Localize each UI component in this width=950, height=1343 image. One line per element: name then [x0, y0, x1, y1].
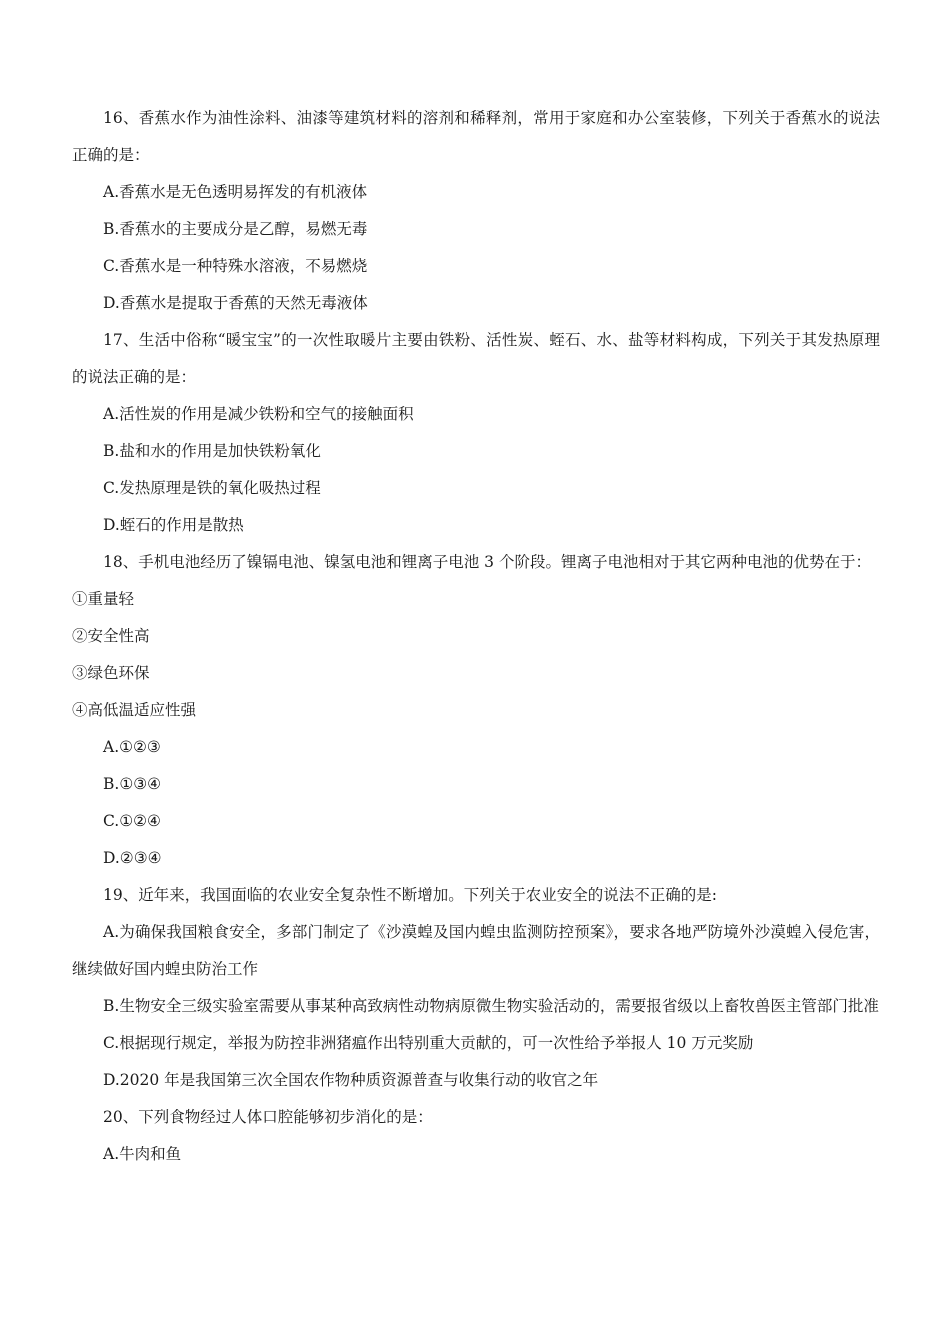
question-17-option-a: A.活性炭的作用是减少铁粉和空气的接触面积 — [103, 405, 414, 423]
question-18-statement-2: ②安全性高 — [72, 627, 150, 645]
question-19-option-b: B.生物安全三级实验室需要从事某种高致病性动物病原微生物实验活动的，需要报省级以上畜牧兽医主管部门批准 — [103, 997, 879, 1015]
document-page — [72, 100, 880, 1173]
question-19-stem: 19、近年来，我国面临的农业安全复杂性不断增加。下列关于农业安全的说法不正确的是: — [103, 886, 717, 904]
question-18-option-d: D.②③④ — [103, 849, 162, 867]
question-18-statement-3: ③绿色环保 — [72, 664, 150, 682]
question-20-stem: 20、下列食物经过人体口腔能够初步消化的是： — [103, 1108, 433, 1126]
question-18-option-c: C.①②④ — [103, 812, 161, 830]
question-17-option-b: B.盐和水的作用是加快铁粉氧化 — [103, 442, 321, 460]
question-16-stem: 16、香蕉水作为油性涂料、油漆等建筑材料的溶剂和稀释剂，常用于家庭和办公室装修，下列关于香蕉水的说法正确的是： — [72, 109, 880, 164]
question-20-option-a: A.牛肉和鱼 — [103, 1145, 182, 1163]
question-19-option-a: A.为确保我国粮食安全，多部门制定了《沙漠蝗及国内蝗虫监测防控预案》，要求各地严防境外沙漠蝗入侵危害，继续做好国内蝗虫防治工作 — [72, 923, 880, 978]
question-17-stem: 17、生活中俗称“暖宝宝”的一次性取暖片主要由铁粉、活性炭、蛭石、水、盐等材料构成，下列关于其发热原理的说法正确的是： — [72, 331, 880, 386]
question-17-option-c: C.发热原理是铁的氧化吸热过程 — [103, 479, 321, 497]
question-18-stem: 18、手机电池经历了镍镉电池、镍氢电池和锂离子电池 3 个阶段。锂离子电池相对于其它两种电池的优势在于： — [103, 553, 871, 571]
question-19-option-d: D.2020 年是我国第三次全国农作物种质资源普查与收集行动的收官之年 — [103, 1071, 599, 1089]
question-17-option-d: D.蛭石的作用是散热 — [103, 516, 244, 534]
question-18-option-b: B.①③④ — [103, 775, 162, 793]
question-18-statement-4: ④高低温适应性强 — [72, 701, 197, 719]
question-18-statement-1: ①重量轻 — [72, 590, 135, 608]
question-18-option-a: A.①②③ — [103, 738, 161, 756]
question-16-option-c: C.香蕉水是一种特殊水溶液，不易燃烧 — [103, 257, 368, 275]
question-16-option-b: B.香蕉水的主要成分是乙醇，易燃无毒 — [103, 220, 368, 238]
question-16-option-d: D.香蕉水是提取于香蕉的天然无毒液体 — [103, 294, 368, 312]
question-19-option-c: C.根据现行规定，举报为防控非洲猪瘟作出特别重大贡献的，可一次性给予举报人 10 万元奖励 — [103, 1034, 754, 1052]
question-16-option-a: A.香蕉水是无色透明易挥发的有机液体 — [103, 183, 368, 201]
